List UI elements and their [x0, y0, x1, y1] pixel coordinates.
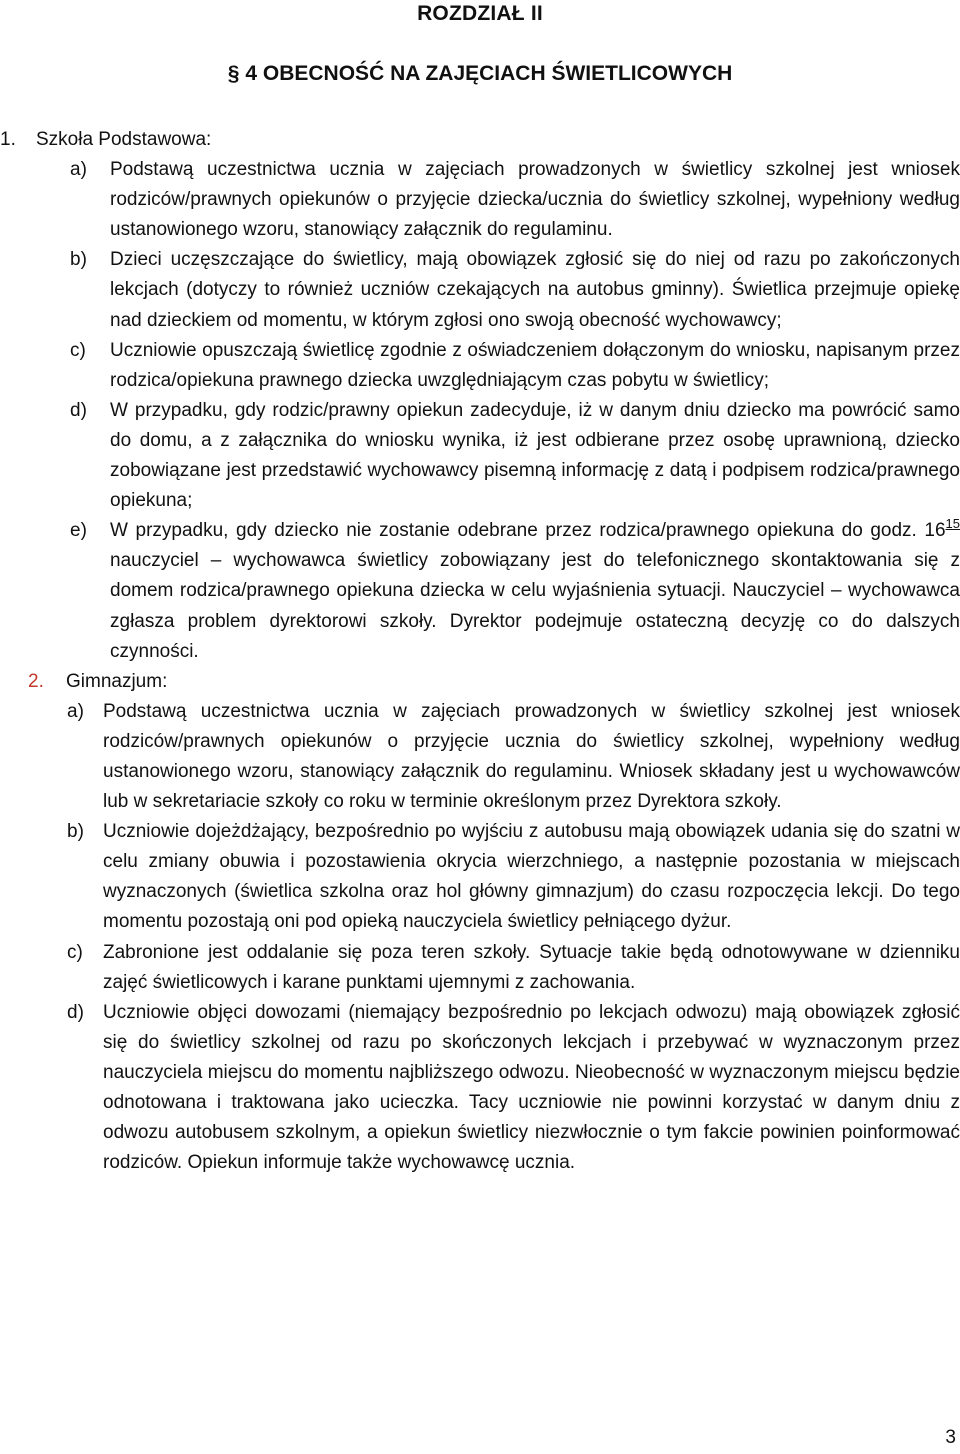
list-item-letter: b) — [67, 821, 84, 843]
document-body — [0, 125, 960, 1178]
section-1-number: 1. — [0, 129, 16, 150]
list-item-letter: c) — [67, 941, 83, 963]
list-item — [0, 516, 960, 666]
list-item — [0, 245, 960, 335]
section-2-number: 2. — [28, 670, 44, 692]
list-item — [0, 938, 960, 998]
section-heading-text: 4 OBECNOŚĆ NA ZAJĘCIACH ŚWIETLICOWYCH — [245, 62, 733, 85]
section-2-title: Gimnazjum: — [66, 670, 168, 692]
time-superscript: 15 — [945, 516, 960, 532]
list-item-letter: e) — [70, 520, 87, 542]
list-item-text: Uczniowie opuszczają świetlicę zgodnie z oświadczeniem dołączonym do wniosku, napisanym przez rodzica/opiekuna prawnego dziecka uwzględniającym czas pobytu w świetlicy; — [110, 339, 960, 391]
chapter-heading: ROZDZIAŁ II — [417, 2, 543, 25]
list-item — [0, 396, 960, 516]
list-item-text: Uczniowie objęci dowozami (niemający bezpośrednio po lekcjach odwozu) mają obowiązek zgłosić się do świetlicy szkolnej od razu po skończonych lekcjach i przebywać w wyznaczonym przez nauczyciela miejscu do momentu najbliższego odwozu. Nieobecność w wyznaczonym miejscu będzie odnotowana i traktowana jako ucieczka. Tacy uczniowie nie powinni korzystać w danym dniu z odwozu autobusem szkolnym, a opiekun świetlicy niezwłocznie o tym fakcie powinien poinformować rodziców. Opiekun informuje także wychowawcę ucznia. — [103, 1001, 960, 1174]
list-item — [0, 155, 960, 245]
section-1 — [0, 125, 960, 667]
list-item-letter: a) — [70, 159, 87, 181]
list-item-text: Uczniowie dojeżdżający, bezpośrednio po wyjściu z autobusu mają obowiązek udania się do szatni w celu zmiany obuwia i pozostawienia okrycia wierzchniego, a następnie pozostania w miejscach wyznaczonych (świetlica szkolna oraz hol główny gimnazjum) do czasu rozpoczęcia lekcji. Do tego momentu pozostają oni pod opieką nauczyciela świetlicy pełniącego dyżur. — [103, 821, 960, 933]
list-item — [0, 998, 960, 1179]
list-item-text-after: nauczyciel – wychowawca świetlicy zobowiązany jest do telefonicznego skontaktowania się z domem rodzica/prawnego opiekuna dziecka w celu wyjaśnienia sytuacji. Nauczyciel – wychowawca zgłasza problem dyrektorowi szkoły. Dyrektor podejmuje ostateczną decyzję co do dalszych czynności. — [110, 550, 960, 662]
list-item-letter: c) — [70, 339, 86, 361]
list-item-letter: d) — [70, 399, 87, 421]
list-item — [0, 817, 960, 937]
list-item-text: Zabronione jest oddalanie się poza teren szkoły. Sytuacje takie będą odnotowywane w dzienniku zajęć świetlicowych i karane punktami ujemnymi z zachowania. — [103, 941, 960, 993]
list-item — [0, 336, 960, 396]
section-1-title: Szkoła Podstawowa: — [36, 129, 212, 150]
list-item-text: Podstawą uczestnictwa ucznia w zajęciach prowadzonych w świetlicy szkolnej jest wniosek rodziców/prawnych opiekunów o przyjęcie dziecka/ucznia do świetlicy szkolnej, wypełniony według ustanowionego wzoru, stanowiący załącznik do regulaminu. — [110, 159, 960, 241]
list-item-text: Podstawą uczestnictwa ucznia w zajęciach prowadzonych w świetlicy szkolnej jest wniosek rodziców/prawnych opiekunów o przyjęcie ucznia do świetlicy szkolnej, wypełniony według ustanowionego wzoru, stanowiący załącznik do regulaminu. Wniosek składany jest u wychowawców lub w sekretariacie szkoły co roku w terminie określonym przez Dyrektora szkoły. — [103, 700, 960, 813]
section-1-heading — [0, 125, 960, 155]
section-symbol: § — [227, 62, 240, 85]
list-item — [0, 697, 960, 817]
page-number: 3 — [945, 1427, 956, 1448]
list-item-text — [110, 516, 960, 666]
list-item-letter: b) — [70, 249, 87, 271]
list-item-letter: d) — [67, 1001, 84, 1023]
list-item-text: W przypadku, gdy rodzic/prawny opiekun zadecyduje, iż w danym dniu dziecko ma powrócić samo do domu, a z załącznika do wniosku wynika, iż jest odbierane przez osobę uprawnioną, dziecko zobowiązane jest przedstawić wychowawcy pisemną informację z datą i podpisem rodzica/prawnego opiekuna; — [110, 399, 960, 512]
section-2 — [0, 667, 960, 1179]
section-2-heading — [0, 667, 960, 697]
list-item-letter: a) — [67, 700, 84, 722]
list-item-text: Dzieci uczęszczające do świetlicy, mają obowiązek zgłosić się do niej od razu po zakończonych lekcjach (dotyczy to również uczniów czekających na autobus gminny). Świetlica przejmuje opiekę nad dzieckiem od momentu, w którym zgłosi ono swoją obecność wychowawcy; — [110, 249, 960, 331]
section-heading — [0, 60, 960, 88]
list-item-text-before: W przypadku, gdy dziecko nie zostanie odebrane przez rodzica/prawnego opiekuna do godz. 16 — [110, 520, 946, 542]
